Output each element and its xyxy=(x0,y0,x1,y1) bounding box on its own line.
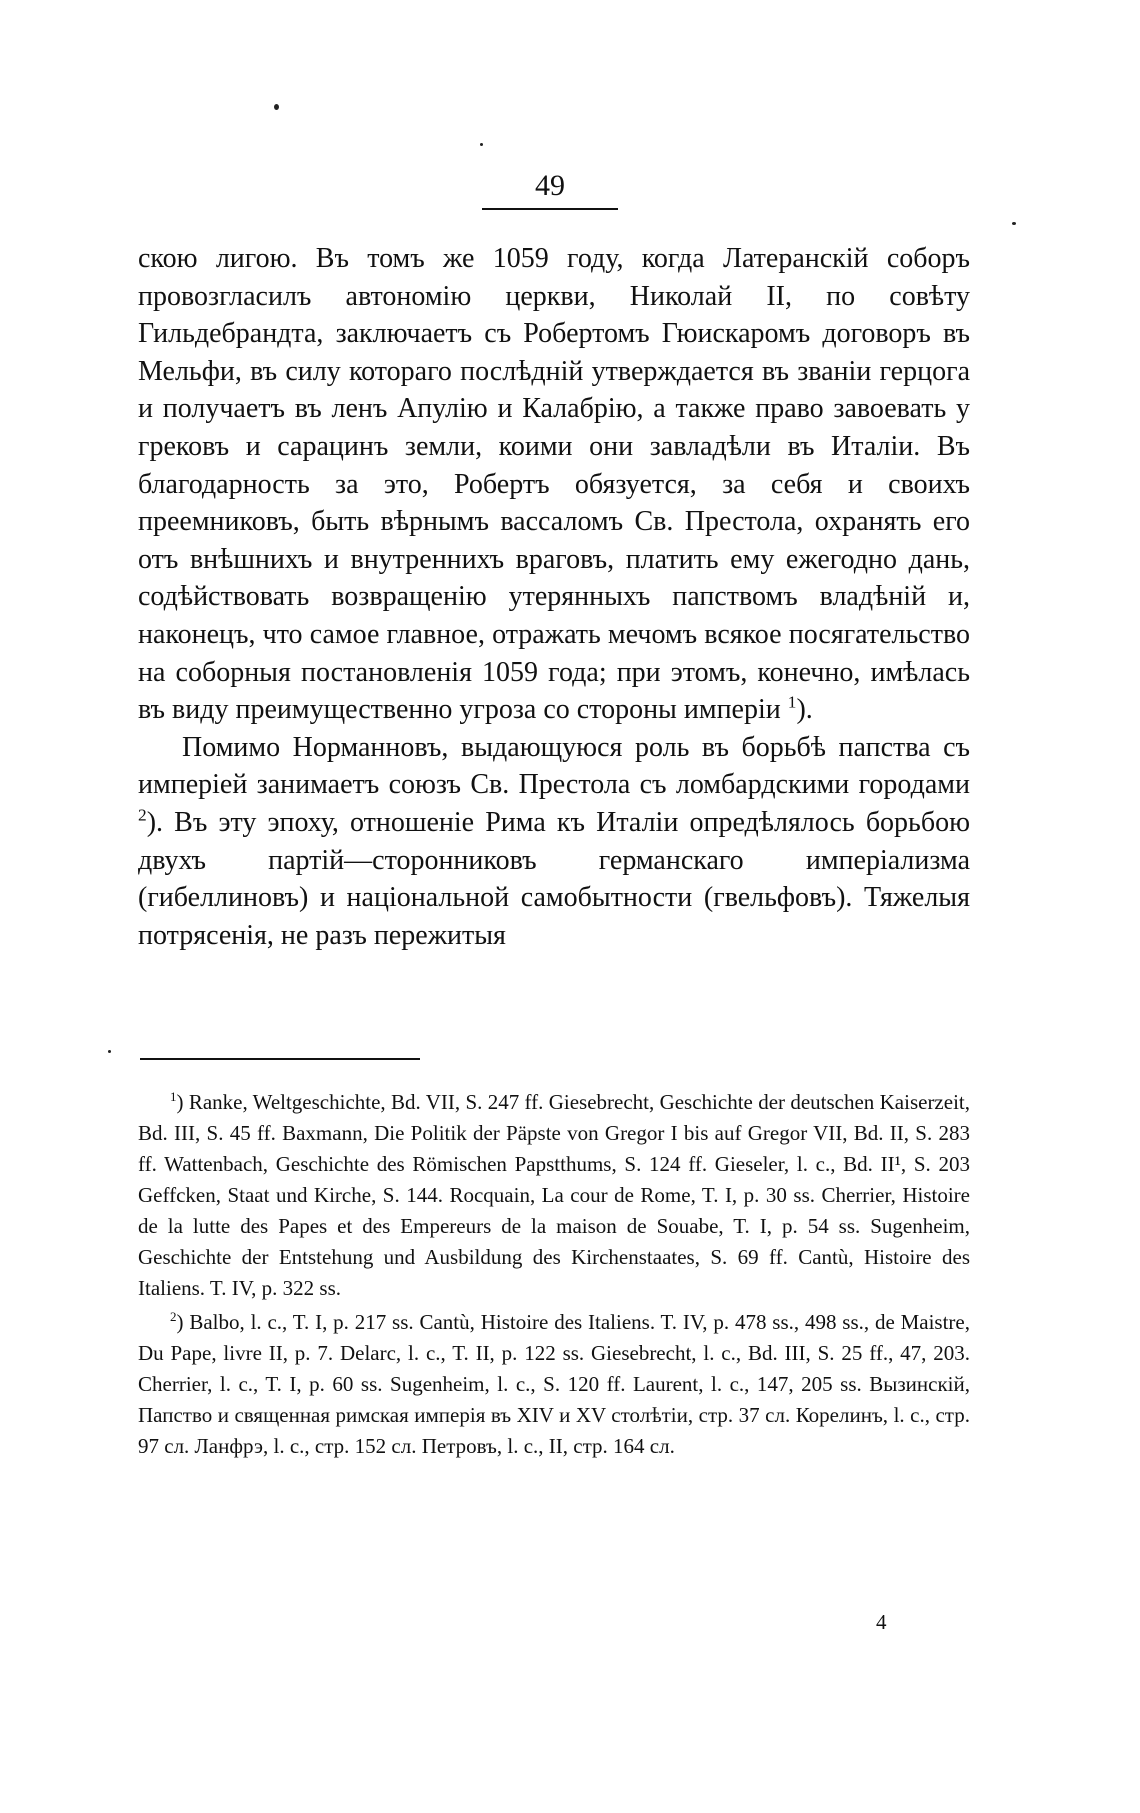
ink-speck xyxy=(108,1050,111,1053)
footnote-2 xyxy=(138,1307,970,1462)
footnote-1-mark: 1 xyxy=(170,1089,177,1104)
paragraph-1-text: скою лигою. Въ томъ же 1059 году, когда Латеранскій соборъ провозгласилъ автономію церкви, Николай II, по совѣту Гильдебрандта, заключаетъ съ Робертомъ Гюискаромъ договоръ въ Мельфи, въ силу котораго послѣдній утверждается въ званіи герцога и получаетъ въ ленъ Апулію и Калабрію, а также право завоевать у грековъ и сарацинъ земли, коими они завладѣли въ Италіи. Въ благодарность за это, Робертъ обязуется, за себя и своихъ преемниковъ, быть вѣрнымъ вассаломъ Св. Престола, охранять его отъ внѣшнихъ и внутреннихъ враговъ, платить ему ежегодно дань, содѣйствовать возвращенію утерянныхъ папствомъ владѣній и, наконецъ, что самое главное, отражать мечомъ всякое посягательство на соборныя постановленія 1059 года; при этомъ, конечно, имѣлась въ виду преимущественно угроза со стороны имперіи xyxy=(138,243,970,726)
paragraph-2-text: Помимо Норманновъ, выдающуюся роль въ борьбѣ папства съ имперіей занимаетъ союзъ Св. Престола съ ломбардскими городами xyxy=(138,731,970,801)
footnotes xyxy=(138,1087,970,1465)
paragraph-2-tail: ). Въ эту эпоху, отношеніе Рима къ Италіи опредѣлялось борьбою двухъ партій—сторонниковъ германскаго имперіализма (гибеллиновъ) и національной самобытности (гвельфовъ). Тяжелыя потрясенія, не разъ пережитыя xyxy=(138,806,970,951)
paragraph-1-tail: ). xyxy=(796,694,813,726)
footnote-ref-2: 2 xyxy=(138,805,147,825)
footnote-2-mark: 2 xyxy=(170,1309,177,1324)
footnote-1 xyxy=(138,1087,970,1304)
footnote-divider xyxy=(140,1058,420,1060)
ink-speck xyxy=(480,143,483,146)
main-text xyxy=(138,240,970,954)
signature-mark: 4 xyxy=(876,1610,887,1634)
paragraph-2 xyxy=(138,729,970,955)
ink-speck xyxy=(1012,222,1016,225)
page-number: 49 xyxy=(482,168,618,210)
footnote-1-text: ) Ranke, Weltgeschichte, Bd. VII, S. 247 ff. Giesebrecht, Geschichte der deutschen Kaiserzeit, Bd. III, S. 45 ff. Baxmann, Die Politik der Päpste von Gregor I bis auf Gregor VII, Bd. II, S. 283 ff. Wattenbach, Geschichte des Römischen Papstthums, S. 124 ff. Gieseler, l. c., Bd. II¹, S. 203 Geffcken, Staat und Kirche, S. 144. Rocquain, La cour de Rome, T. I, p. 30 ss. Cherrier, Histoire de la lutte des Papes et des Empereurs de la maison de Souabe, T. I, p. 54 ss. Sugenheim, Geschichte der Entstehung und Ausbildung des Kirchenstaates, S. 69 ff. Cantù, Histoire des Italiens. T. IV, p. 322 ss. xyxy=(138,1090,970,1300)
footnote-ref-1: 1 xyxy=(787,692,797,712)
paragraph-1 xyxy=(138,240,970,729)
ink-speck xyxy=(274,104,279,110)
footnote-2-text: ) Balbo, l. c., T. I, p. 217 ss. Cantù, Histoire des Italiens. T. IV, p. 478 ss., 498 ss., de Maistre, Du Pape, livre II, p. 7. Delarc, l. c., T. II, p. 122 ss. Giesebrecht, l. c., Bd. III, S. 25 ff., 47, 203. Cherrier, l. c., T. I, p. 60 ss. Sugenheim, l. c., S. 120 ff. Laurent, l. c., 147, 205 ss. Вызинскій, Папство и священная римская имперія въ XIV и XV столѣтіи, стр. 37 сл. Корелинъ, l. c., стр. 97 сл. Ланфрэ, l. c., стр. 152 сл. Петровъ, l. c., II, стр. 164 сл. xyxy=(138,1310,970,1458)
